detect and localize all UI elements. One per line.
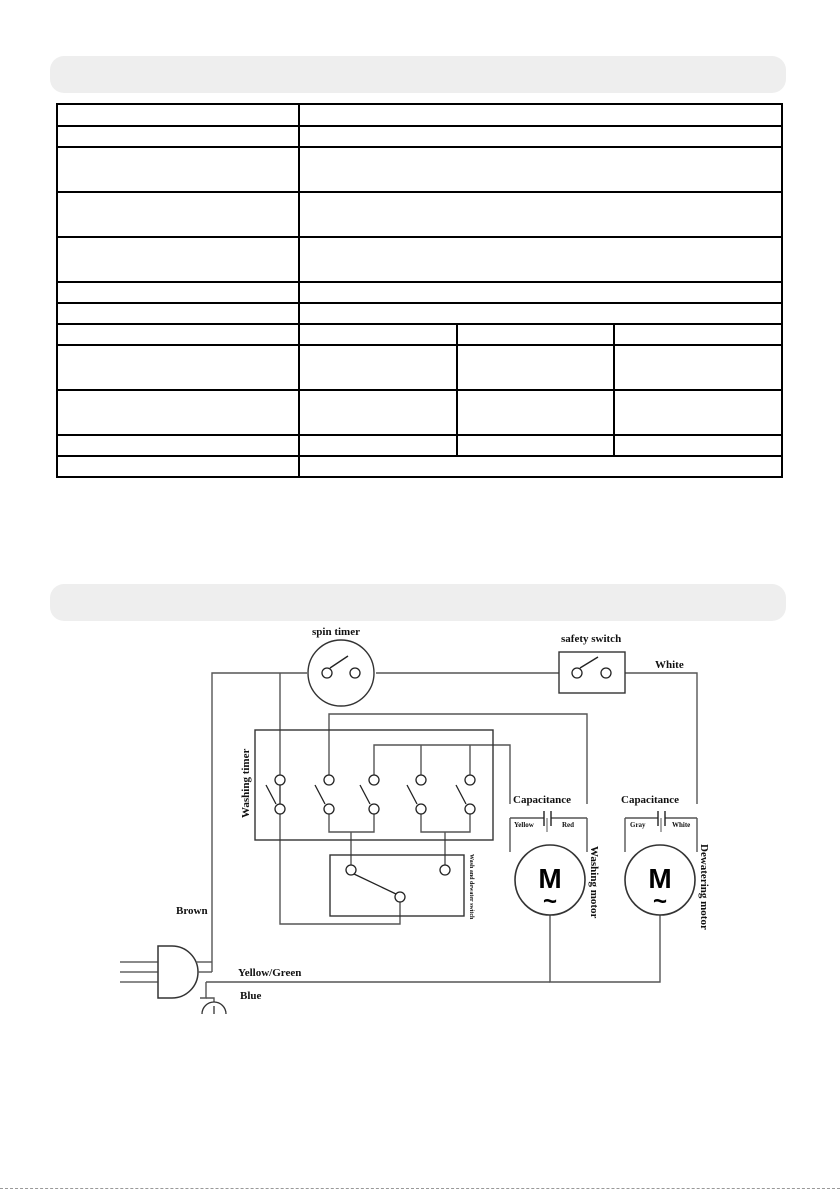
spin-timer [308, 640, 374, 706]
table-cell [299, 303, 782, 324]
table-row [57, 456, 782, 477]
table-row [57, 126, 782, 147]
table-cell [614, 324, 782, 345]
blue-wire-label: Blue [240, 990, 262, 1002]
table-cell [57, 456, 299, 477]
table-cell [299, 147, 782, 192]
washing-motor-symbol: M [538, 863, 562, 894]
power-plug [120, 946, 212, 998]
dewatering-motor [625, 845, 695, 915]
table-cell [457, 345, 614, 390]
table-cell [57, 390, 299, 435]
table-cell [614, 435, 782, 456]
table-cell [57, 192, 299, 237]
capacitance-left-label: Capacitance [513, 794, 572, 806]
wires [200, 673, 697, 998]
table-cell [299, 237, 782, 282]
page-divider [0, 1188, 840, 1189]
capacitance-right-label: Capacitance [621, 794, 680, 806]
table-cell [299, 324, 457, 345]
table-row [57, 390, 782, 435]
table-cell [299, 104, 782, 126]
washing-motor [515, 845, 585, 915]
table-cell [57, 435, 299, 456]
wash-dewater-switch-label: Wash and dewater switch [468, 854, 474, 920]
table-row [57, 345, 782, 390]
safety-switch-label: safety switch [561, 633, 622, 645]
table-row [57, 324, 782, 345]
dewatering-motor-label: Dewatering motor [698, 844, 710, 930]
specifications-section-header [50, 56, 786, 93]
yellow-green-wire-label: Yellow/Green [238, 967, 302, 979]
table-cell [299, 345, 457, 390]
table-cell [614, 345, 782, 390]
white-cap-wire-label: White [672, 821, 691, 829]
white-wire-label: White [655, 659, 684, 671]
table-cell [614, 390, 782, 435]
table-cell [457, 324, 614, 345]
table-row [57, 435, 782, 456]
table-cell [57, 237, 299, 282]
table-cell [57, 345, 299, 390]
table-cell [57, 282, 299, 303]
table-cell [299, 282, 782, 303]
washing-motor-label: Washing motor [588, 846, 600, 919]
table-cell [57, 126, 299, 147]
table-cell [299, 126, 782, 147]
wiring-section-header [50, 584, 786, 621]
table-row [57, 237, 782, 282]
table-cell [57, 147, 299, 192]
table-row [57, 282, 782, 303]
washing-timer-label: Washing timer [240, 748, 252, 818]
red-wire-label: Red [562, 821, 575, 829]
wash-dewater-switch [330, 855, 464, 916]
table-cell [57, 324, 299, 345]
table-row [57, 104, 782, 126]
table-cell [457, 390, 614, 435]
specifications-table [56, 103, 783, 478]
table-cell [299, 435, 457, 456]
table-cell [57, 303, 299, 324]
brown-wire-label: Brown [176, 905, 208, 917]
table-cell [299, 456, 782, 477]
table-row [57, 192, 782, 237]
table-cell [299, 192, 782, 237]
yellow-wire-label: Yellow [514, 821, 534, 829]
table-row [57, 147, 782, 192]
table-cell [57, 104, 299, 126]
dewatering-motor-symbol: M [648, 863, 672, 894]
gray-wire-label: Gray [630, 821, 646, 829]
safety-switch [559, 652, 625, 693]
wiring-diagram [110, 622, 720, 1014]
table-cell [457, 435, 614, 456]
dewatering-motor-wave: ~ [652, 888, 668, 915]
table-cell [299, 390, 457, 435]
ground-icon [202, 998, 226, 1014]
table-row [57, 303, 782, 324]
washing-motor-wave: ~ [542, 888, 558, 915]
spin-timer-label: spin timer [312, 626, 360, 638]
